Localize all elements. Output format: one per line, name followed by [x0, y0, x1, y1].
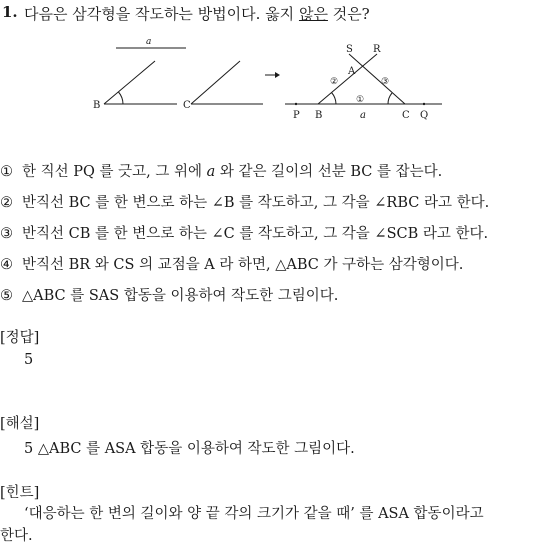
question-text-start: 다음은 삼각형을 작도하는 방법이다. 옳지	[24, 5, 299, 23]
segment-a-label: a	[146, 37, 152, 47]
label-b-right: B	[315, 110, 323, 121]
step-2-mark: ②	[330, 77, 339, 87]
answer-value: 5	[24, 352, 34, 368]
choice-text: △ABC 를 SAS 합동을 이용하여 작도한 그림이다.	[22, 288, 339, 304]
label-a-vertex: A	[348, 66, 356, 77]
arrow-head	[275, 72, 280, 78]
angle-b-ray	[104, 61, 155, 104]
label-segment-a: a	[360, 110, 366, 121]
choice-mark: ②	[0, 195, 13, 211]
angle-c-mark	[388, 93, 392, 104]
label-r: R	[373, 44, 381, 55]
hint-label: [힌트]	[0, 485, 40, 501]
choice-mark: ⑤	[0, 288, 13, 304]
choice-3[interactable]	[0, 222, 488, 243]
hint-text-line-2: 한다.	[0, 528, 33, 544]
choice-mark: ③	[0, 226, 13, 242]
question-underlined-word: 않은	[298, 5, 328, 23]
choice-2[interactable]	[0, 191, 489, 212]
choice-text: 한 직선 PQ 를 긋고, 그 위에 𝑎 와 같은 길이의 선분 BC 를 잡는다.	[22, 164, 443, 180]
explanation-label: [해설]	[0, 416, 40, 432]
question-number: 1.	[2, 3, 18, 21]
question-text	[24, 3, 370, 24]
angle-b-mark	[332, 93, 337, 105]
choice-4[interactable]	[0, 253, 463, 274]
angle-c-ray	[191, 61, 240, 104]
explanation-text: 5 △ABC 를 ASA 합동을 이용하여 작도한 그림이다.	[24, 441, 355, 457]
triangle-construction-figure	[0, 30, 534, 130]
choice-text: 반직선 BR 와 CS 의 교점을 A 라 하면, △ABC 가 구하는 삼각형이다.	[22, 257, 464, 273]
ray-br	[318, 54, 377, 104]
label-c-left: C	[183, 100, 191, 111]
label-b-left: B	[93, 100, 101, 111]
angle-b-arc	[119, 92, 124, 104]
choice-mark: ①	[0, 164, 13, 180]
label-p: P	[293, 110, 300, 121]
choice-1[interactable]	[0, 160, 442, 181]
step-3-mark: ③	[381, 77, 390, 87]
answer-label: [정답]	[0, 330, 40, 346]
choice-5[interactable]	[0, 284, 338, 305]
choice-mark: ④	[0, 257, 13, 273]
choice-text: 반직선 BC 를 한 변으로 하는 ∠B 를 작도하고, 그 각을 ∠RBC 라고 한다.	[22, 195, 490, 211]
label-q: Q	[420, 110, 429, 121]
step-1-mark: ①	[356, 95, 365, 105]
question-text-end: 것은?	[327, 5, 370, 23]
point-q	[423, 103, 425, 105]
choice-text: 반직선 CB 를 한 변으로 하는 ∠C 를 작도하고, 그 각을 ∠SCB 라고 한다.	[22, 226, 489, 242]
label-s: S	[346, 44, 353, 55]
hint-text-line-1: ‘대응하는 한 변의 길이와 양 끝 각의 크기가 같을 때’ 를 ASA 합동이라고	[24, 506, 484, 522]
point-p	[295, 103, 297, 105]
label-c-right: C	[402, 110, 410, 121]
